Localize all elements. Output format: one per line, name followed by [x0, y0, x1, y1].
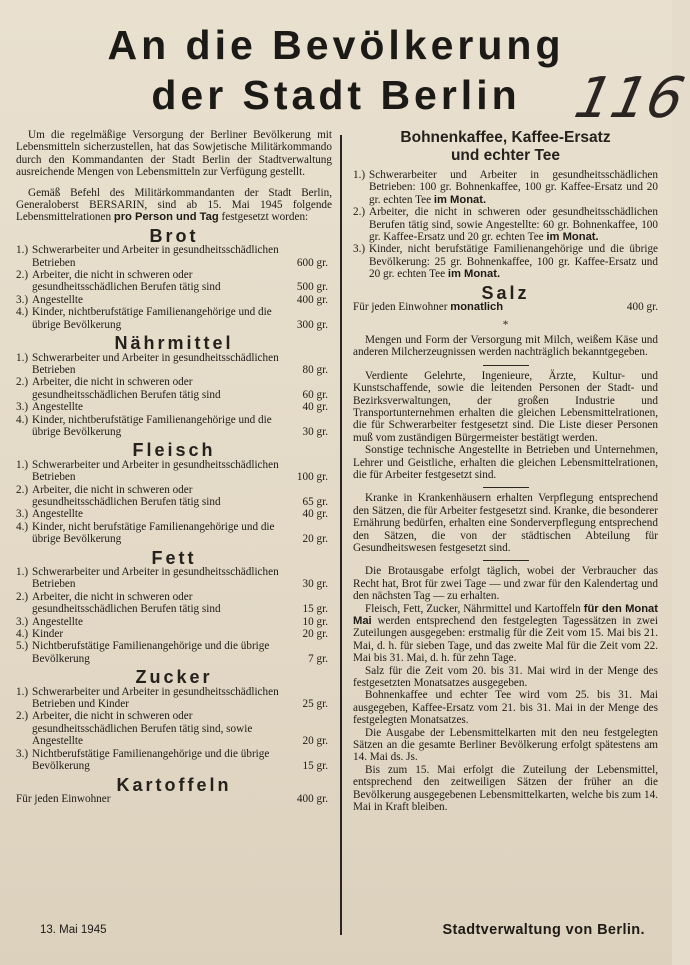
- ration-row: [16, 459, 332, 484]
- ration-number: 1.): [16, 458, 29, 471]
- salz-amount: 400 gr.: [626, 301, 658, 314]
- ration-number: 4.): [16, 628, 29, 641]
- ration-row: [16, 294, 332, 306]
- ration-label: [16, 591, 286, 616]
- ration-row: [16, 414, 332, 439]
- ration-number: 4.): [16, 413, 29, 426]
- kartoffeln-text: Für jeden Einwohner: [16, 792, 111, 805]
- kartoffeln-heading: Kartoffeln: [116, 774, 232, 795]
- salz-row: [353, 301, 658, 313]
- ration-label: [16, 244, 286, 269]
- ration-row: [16, 521, 332, 546]
- monat-pre: Fleisch, Fett, Zucker, Nährmittel und Kartoffeln: [365, 602, 581, 615]
- kaffee-desc: Kinder, nicht berufstätige Familienangehörige und die übrige Bevölkerung: 25 gr. Bohnenkaffee, 100 gr. Kaffee-Ersatz und 20 gr. echten Tee: [369, 243, 658, 281]
- ration-amount: 20 gr.: [302, 735, 328, 748]
- ration-label: [16, 566, 286, 591]
- salz-text: [353, 301, 503, 313]
- salz-bold: monatlich: [450, 301, 504, 314]
- section-heading: Fett: [151, 547, 197, 568]
- salz-label: Für jeden Einwohner: [353, 301, 448, 314]
- salz-paragraph: Salz für die Zeit vom 20. bis 31. Mai wird in der Menge des festgesetzten Monatsatzes ausgegeben.: [353, 664, 658, 690]
- ration-number: 1.): [16, 566, 29, 578]
- kaffee-text: [369, 243, 658, 280]
- kaffee-item: [353, 243, 658, 280]
- intro-bold: pro Person und Tag: [113, 211, 219, 224]
- ration-label: [16, 508, 286, 520]
- salz-heading: Salz: [481, 282, 530, 303]
- ration-row: [16, 566, 332, 591]
- monat-bold: für den Monat Mai: [353, 602, 659, 627]
- ration-amount: 10 gr.: [302, 615, 328, 628]
- ration-text: Angestellte: [32, 508, 83, 521]
- section-heading: Zucker: [135, 667, 213, 688]
- ration-number: 3.): [16, 401, 29, 414]
- technische-paragraph: Sonstige technische Angestellte in Betrieben und Unternehmen, Lehrer und Geistliche, erhalten die gleichen Lebensmittelrationen, die für Arbeiter festgesetzt sind.: [353, 444, 658, 481]
- ration-number: 2.): [16, 710, 29, 723]
- kaffee-list: [353, 169, 658, 281]
- kaffee-period: im Monat.: [433, 193, 487, 206]
- ration-number: 1.): [16, 351, 29, 364]
- intro-paragraph-1: Um die regelmäßige Versorgung der Berliner Bevölkerung mit Lebensmitteln sicherzustellen, hat das Sowjetische Militärkommando durch den Kommandanten der Stadt Berlin der Stadtverwaltung ausreichende Mengen von Lebensmitteln zur Verfügung gestellt.: [16, 129, 332, 179]
- title-line-1: An die Bevölkerung: [107, 22, 565, 68]
- ration-text: Nichtberufstätige Familienangehörige und die übrige Bevölkerung: [32, 747, 270, 773]
- ration-number: 3.): [16, 747, 29, 760]
- ration-text: Arbeiter, die nicht in schweren oder gesundheitsschädlichen Berufen tätig sind, sowie Angestellte: [32, 710, 253, 748]
- ration-row: [16, 628, 332, 640]
- ration-amount: 30 gr.: [302, 425, 328, 438]
- ration-text: Kinder: [32, 628, 64, 641]
- rule-1: [483, 365, 529, 366]
- ration-row: [16, 352, 332, 377]
- ration-label: [16, 401, 286, 413]
- verdiente-paragraph: Verdiente Gelehrte, Ingenieure, Ärzte, Kultur- und Kunstschaffende, sowie die leitenden Personen der Stadt- und Bezirksverwaltungen, der großen Industrie und Transportunternehmen erhalten die gleichen Lebensmittelrationen, die für Schwerarbeiter festgesetzt sind. Die Liste dieser Personen muß vom zuständigen Bürgermeister bestätigt werden.: [353, 369, 658, 444]
- brotausgabe-paragraph: Die Brotausgabe erfolgt täglich, wobei der Verbraucher das Recht hat, Brot für zwei Tage — und zwar für den Kalendertag und den nächsten Tag — zu erhalten.: [353, 565, 658, 603]
- ration-row: [16, 748, 332, 773]
- ration-text: Angestellte: [32, 293, 83, 306]
- title-line-2: der Stadt Berlin: [151, 72, 521, 118]
- page-title: [0, 20, 672, 120]
- ration-text: Angestellte: [32, 401, 83, 414]
- ration-number: 2.): [16, 376, 29, 389]
- column-divider: [340, 135, 342, 935]
- kaffee-desc: Schwerarbeiter und Arbeiter in gesundheitsschädlichen Betrieben: 100 gr. Bohnenkaffee, 100 gr. Kaffee-Ersatz und 20 gr. echten Tee: [369, 169, 658, 206]
- ration-text: Schwerarbeiter und Arbeiter in gesundheitsschädlichen Betrieben: [32, 351, 279, 376]
- signature: Stadtverwaltung von Berlin.: [442, 922, 645, 938]
- ration-row: [16, 244, 332, 269]
- ration-amount: 20 gr.: [302, 628, 328, 641]
- rule-3: [483, 560, 529, 561]
- milch-paragraph: Mengen und Form der Versorgung mit Milch, weißem Käse und anderen Milcherzeugnissen werden nachträglich bekanntgegeben.: [353, 333, 658, 359]
- ration-number: 5.): [16, 640, 29, 653]
- section-heading: Fleisch: [132, 440, 216, 461]
- zuteilung-paragraph: Bis zum 15. Mai erfolgt die Zuteilung der Lebensmittel, entsprechend den zeitweiligen Sätzen der früher an die Bevölkerung ausgegebenen Lebensmittelkarten, welche bis zum 14. Mai in Kraft bleiben.: [353, 763, 658, 814]
- ration-amount: 100 gr.: [296, 471, 328, 484]
- ration-text: Kinder, nichtberufstätige Familienangehörige und die übrige Bevölkerung: [32, 306, 272, 331]
- ration-text: Nichtberufstätige Familienangehörige und die übrige Bevölkerung: [32, 640, 270, 665]
- ration-text: Kinder, nicht berufstätige Familienangehörige und die übrige Bevölkerung: [32, 520, 275, 546]
- section-heading: Brot: [149, 225, 199, 246]
- ration-row: [16, 710, 332, 747]
- ration-text: Angestellte: [32, 615, 83, 628]
- kartoffeln-amount: 400 gr.: [296, 792, 328, 805]
- ration-amount: 65 gr.: [302, 495, 328, 508]
- ration-label: [16, 628, 286, 640]
- ration-text: Schwerarbeiter und Arbeiter in gesundheitsschädlichen Betrieben: [32, 244, 279, 269]
- ration-text: Schwerarbeiter und Arbeiter in gesundheitsschädlichen Betrieben: [32, 566, 279, 591]
- ration-number: 3.): [16, 293, 29, 306]
- kaffee-paragraph: Bohnenkaffee und echter Tee wird vom 25. bis 31. Mai ausgegeben, Kaffee-Ersatz vom 21. bis 31. Mai in der Menge des festgelegten Monatsatzes.: [353, 689, 658, 727]
- ration-row: [16, 401, 332, 413]
- kaffee-number: 1.): [353, 169, 366, 181]
- star-separator: *: [502, 319, 509, 332]
- ration-amount: 20 gr.: [302, 533, 328, 546]
- ration-number: 1.): [16, 685, 29, 698]
- ration-amount: 40 gr.: [302, 508, 328, 521]
- ration-text: Kinder, nichtberufstätige Familienangehörige und die übrige Bevölkerung: [32, 413, 272, 438]
- monat-paragraph: [353, 603, 658, 665]
- kaffee-heading-line-1: Bohnenkaffee, Kaffee-Ersatz: [400, 129, 611, 146]
- ration-label: [16, 352, 286, 377]
- ration-number: 3.): [16, 615, 29, 628]
- kranke-paragraph: Kranke in Krankenhäusern erhalten Verpflegung entsprechend den Sätzen, die für Arbeiter festgesetzt sind. Kranke, die besonderer Ernährung bedürfen, erhalten eine Sonderverpflegung entsprechend den Sätzen, die von der städtischen Abteilung für Gesundheitswesen festgesetzt sind.: [353, 492, 658, 554]
- ration-number: 1.): [16, 244, 29, 257]
- kaffee-heading-line-2: und echter Tee: [450, 147, 561, 164]
- ration-label: [16, 521, 286, 546]
- ration-row: [16, 686, 332, 711]
- ration-label: [16, 414, 286, 439]
- kaffee-text: [369, 169, 658, 206]
- intro-tail: festgesetzt worden:: [221, 211, 309, 224]
- ration-row: [16, 591, 332, 616]
- ration-number: 2.): [16, 483, 29, 496]
- kaffee-period: im Monat.: [546, 231, 599, 244]
- kaffee-item: [353, 206, 658, 243]
- ration-amount: 600 gr.: [296, 256, 328, 269]
- ration-amount: 40 gr.: [302, 401, 328, 414]
- kaffee-number: 2.): [353, 206, 366, 219]
- ration-number: 2.): [16, 590, 29, 603]
- kaffee-number: 3.): [353, 243, 366, 256]
- ration-amount: 400 gr.: [296, 293, 328, 306]
- ration-amount: 25 gr.: [302, 698, 328, 711]
- intro-paragraph-2: [16, 187, 332, 224]
- ration-label: [16, 269, 286, 294]
- right-column: [353, 129, 658, 814]
- ration-label: [16, 459, 286, 484]
- ration-amount: 15 gr.: [302, 603, 328, 616]
- kaffee-heading: [353, 129, 658, 165]
- ration-label: [16, 294, 286, 306]
- kartoffeln-row: [16, 793, 332, 805]
- ration-row: [16, 640, 332, 665]
- ration-label: [16, 640, 286, 665]
- intro-text: Gemäß Befehl des Militärkommandanten der Stadt Berlin, Generaloberst BERSARIN, sind ab 15. Mai 1945 folgende Lebensmittelrationen: [16, 186, 332, 224]
- ration-text: Schwerarbeiter und Arbeiter in gesundheitsschädlichen Betrieben und Kinder: [32, 685, 279, 711]
- ration-amount: 30 gr.: [302, 578, 328, 591]
- ration-label: [16, 306, 286, 331]
- monat-post: werden entsprechend den festgelegten Tagessätzen in zwei Zuteilungen ausgegeben: erstmalig für die Zeit vom 15. Mai bis 21. Mai, d. h. für sieben Tage, und das zweite Mal für die Zeit vom 22. Mai bis 31. Mai, d. h. für zehn Tage.: [353, 615, 658, 665]
- ration-label: [16, 686, 286, 711]
- kaffee-text: [369, 206, 658, 243]
- karten-paragraph: Die Ausgabe der Lebensmittelkarten mit den neu festgelegten Sätzen an die gesamte Berliner Bevölkerung erfolgt spätestens am 14. Mai ds. Js.: [353, 726, 658, 764]
- section-heading: Nährmittel: [114, 333, 234, 354]
- ration-number: 4.): [16, 306, 29, 319]
- ration-amount: 7 gr.: [308, 652, 328, 665]
- ration-amount: 60 gr.: [302, 388, 328, 401]
- ration-label: [16, 376, 286, 401]
- ration-label: [16, 710, 286, 747]
- ration-row: [16, 616, 332, 628]
- ration-text: Arbeiter, die nicht in schweren oder gesundheitsschädlichen Berufen tätig sind: [32, 590, 221, 616]
- ration-amount: 80 gr.: [302, 363, 328, 376]
- ration-row: [16, 376, 332, 401]
- ration-number: 2.): [16, 269, 29, 282]
- handwritten-mark: 116: [569, 66, 690, 131]
- ration-row: [16, 484, 332, 509]
- ration-sections: [16, 225, 332, 773]
- date: 13. Mai 1945: [40, 924, 107, 936]
- ration-amount: 300 gr.: [296, 318, 328, 331]
- left-column: [16, 129, 332, 805]
- ration-label: [16, 484, 286, 509]
- ration-number: 4.): [16, 520, 29, 533]
- ration-text: Arbeiter, die nicht in schweren oder gesundheitsschädlichen Berufen tätig sind: [32, 483, 221, 508]
- ration-row: [16, 269, 332, 294]
- kaffee-desc: Arbeiter, die nicht in schweren oder gesundheitsschädlichen Berufen tätig sind, sowie Angestellte: 60 gr. Bohnenkaffee, 100 gr. Kaffee-Ersatz und 20 gr. echten Tee: [369, 206, 658, 244]
- ration-row: [16, 508, 332, 520]
- rule-2: [483, 487, 529, 488]
- kaffee-item: [353, 169, 658, 206]
- ration-number: 3.): [16, 508, 29, 521]
- ration-amount: 500 gr.: [296, 281, 328, 294]
- ration-text: Arbeiter, die nicht in schweren oder gesundheitsschädlichen Berufen tätig sind: [32, 269, 221, 294]
- ration-amount: 15 gr.: [302, 760, 328, 773]
- ration-label: [16, 748, 286, 773]
- ration-text: Schwerarbeiter und Arbeiter in gesundheitsschädlichen Betrieben: [32, 458, 279, 484]
- kaffee-period: im Monat.: [447, 268, 501, 281]
- ration-text: Arbeiter, die nicht in schweren oder gesundheitsschädlichen Berufen tätig sind: [32, 376, 221, 401]
- ration-label: [16, 616, 286, 628]
- ration-row: [16, 306, 332, 331]
